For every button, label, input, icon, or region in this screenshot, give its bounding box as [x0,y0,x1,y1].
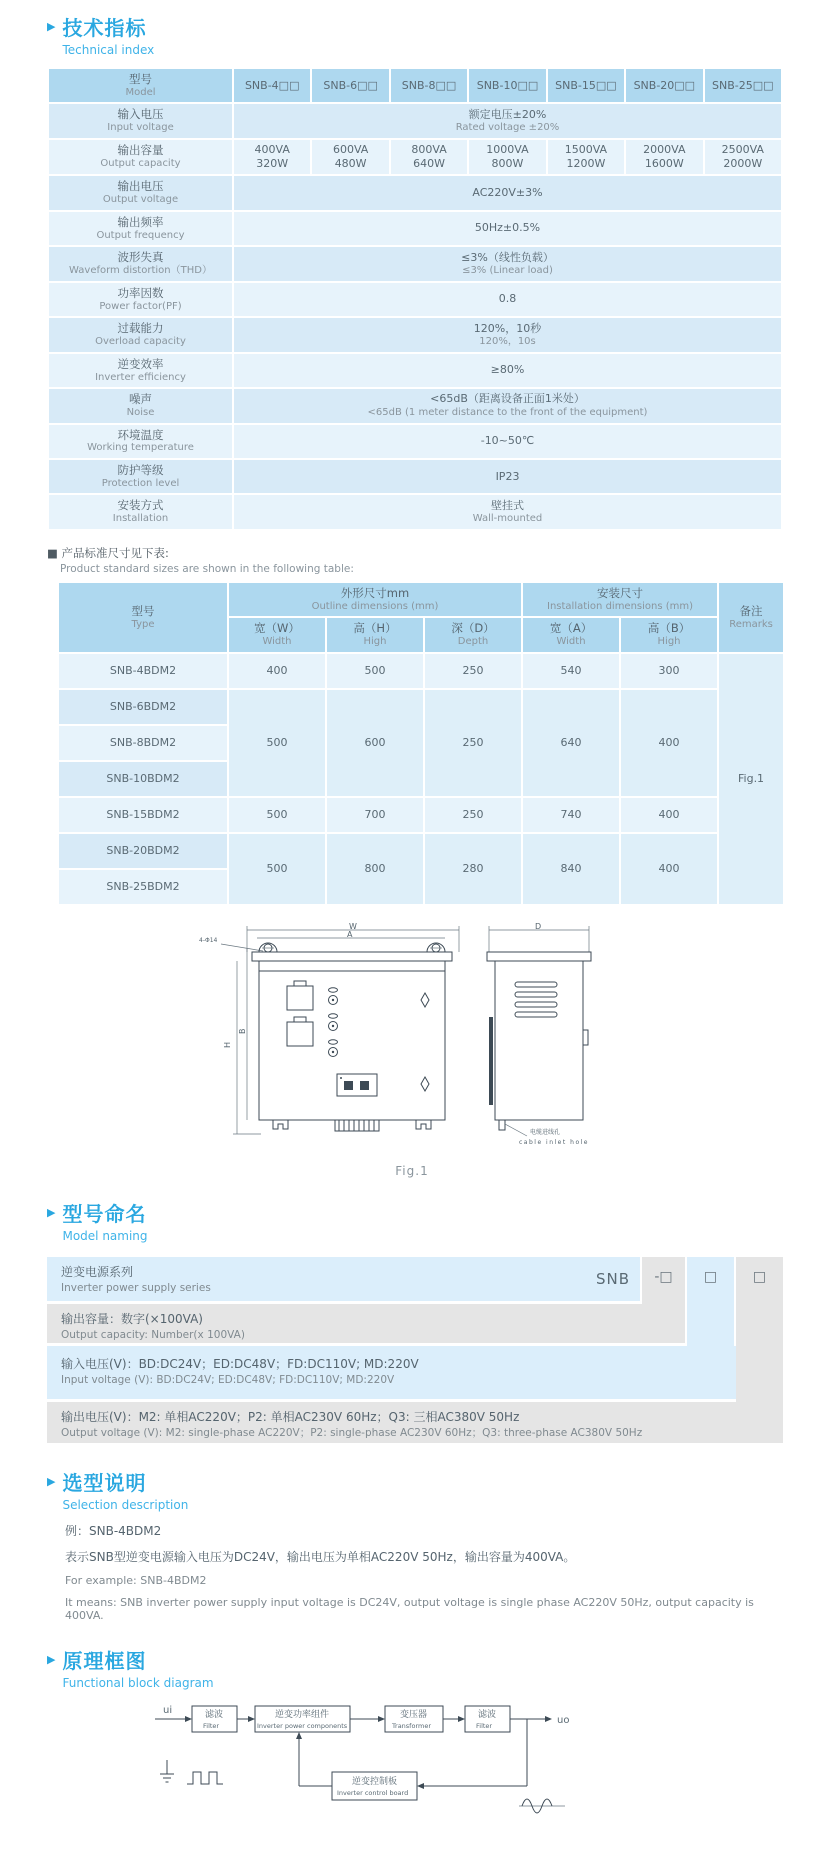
capacity-va: 600VA [332,142,369,156]
spec-value-cell [234,247,781,280]
dim-cell: 540 [523,654,619,688]
section-title-cn: 选型说明 [62,1470,147,1495]
label-en: Input voltage [107,122,174,134]
sub-header-cell [425,618,521,651]
dim-d-label: D [535,921,542,931]
technical-spec-table [47,67,783,531]
size-note-en: Product standard sizes are shown in the following table: [60,562,354,575]
value-cn: -10~50℃ [480,434,535,448]
dim-cell: 700 [327,798,423,832]
dim-cell: 600 [327,690,423,796]
remarks-header-cell [719,583,783,652]
label-en: Inverter efficiency [95,371,186,383]
spec-value-cell [234,389,781,422]
capacity-va: 2000VA [643,142,686,156]
spec-label-cell [49,318,232,351]
value-en: Wall-mounted [472,513,543,525]
spec-label-cell [49,69,232,102]
dim-cell: 500 [327,654,423,688]
label-cn: 过载能力 [117,321,164,336]
model-cell: SNB-25□□ [705,69,781,102]
label-cn: 高（H） [353,621,397,636]
capacity-cell [312,140,388,175]
size-header-row-1 [59,583,783,616]
input-label: ui [163,1704,173,1716]
section-arrow-icon: ▶ [47,1652,56,1666]
dim-cell: 400 [621,798,717,832]
value-en: <65dB (1 meter distance to the front of the equipment) [367,406,648,418]
naming-en: Input voltage (V): BD:DC24V; ED:DC48V; FD:DC110V; MD:220V [61,1374,395,1387]
block-inverter-en: Inverter power components [257,1721,348,1730]
install-header-cell [523,583,717,616]
capacity-w: 800W [491,157,524,171]
model-cell: SNB-8□□ [391,69,467,102]
spec-row [49,495,781,528]
naming-cn: 输入电压(V)：BD:DC24V；ED:DC48V；FD:DC110V; MD:220V [61,1356,419,1371]
value-cn: 0.8 [498,292,517,306]
sub-header-cell [621,618,717,651]
capacity-va: 400VA [254,142,290,156]
capacity-w: 2000W [723,157,763,171]
block-filter1-en: Filter [203,1721,220,1730]
label-en: Noise [126,407,155,419]
section-title-en: Model naming [62,1228,148,1243]
sub-header-cell [523,618,619,651]
model-cell: SNB-15□□ [548,69,624,102]
block-filter2-cn: 滤波 [478,1709,497,1720]
value-cn: <65dB（距离设备正面1米处） [430,392,585,406]
spec-row [49,389,781,422]
size-row [59,798,783,832]
section-arrow-icon: ▶ [47,1474,56,1488]
block-diagram-svg [137,1700,707,1822]
type-cell: SNB-8BDM2 [59,726,227,760]
type-cell: SNB-15BDM2 [59,798,227,832]
spec-value-cell [234,212,781,245]
model-cell: SNB-20□□ [626,69,702,102]
naming-row-series [47,1257,640,1301]
section-naming-titles [62,1202,147,1243]
label-cn: 功率因数 [117,285,164,300]
label-en: Protection level [101,477,180,489]
label-cn: 外形尺寸mm [340,585,410,600]
dim-cell: 250 [425,654,521,688]
label-en: High [657,636,681,648]
value-cn: AC220V±3% [472,186,543,200]
capacity-w: 1600W [644,157,684,171]
label-cn: 环境温度 [117,427,164,442]
label-en: Width [262,636,292,648]
label-cn: 输出频率 [117,214,164,229]
front-view [199,922,459,1134]
type-cell: SNB-10BDM2 [59,762,227,796]
remarks-cell: Fig.1 [719,654,783,904]
label-en: Width [556,636,586,648]
label-en: Outline dimensions (mm) [311,600,439,612]
capacity-va: 2500VA [721,142,764,156]
spec-value-cell [234,425,781,458]
section-technical-heading [47,16,783,57]
spec-value-cell [234,104,781,137]
section-arrow-icon: ▶ [47,1205,56,1219]
naming-en: Inverter power supply series [61,1282,211,1295]
section-technical-titles [62,16,154,57]
naming-cn: 逆变电源系列 [61,1264,134,1279]
spec-label-cell [49,104,232,137]
type-cell: SNB-20BDM2 [59,834,227,868]
section-selection-heading [47,1471,783,1512]
ground-icon [160,1760,174,1782]
spec-label-cell [49,495,232,528]
value-cn: ≤3%（线性负载） [461,250,554,264]
dim-cell: 640 [523,690,619,796]
naming-code-col-3: □ [736,1257,783,1443]
dim-cell: 250 [425,690,521,796]
block-filter1-cn: 滤波 [205,1709,224,1720]
spec-label-cell [49,176,232,209]
label-en: Installation dimensions (mm) [547,600,694,612]
capacity-va: 1000VA [486,142,529,156]
spec-value-cell [234,283,781,316]
figure-caption: Fig.1 [395,1163,429,1178]
label-cn: 安装方式 [117,498,164,513]
section-diagram-titles [62,1649,213,1690]
spec-value-cell [234,460,781,493]
dim-cell: 400 [621,834,717,904]
label-en: Power factor(PF) [99,300,182,312]
label-cn: 输入电压 [117,107,164,122]
label-cn: 安装尺寸 [597,585,644,600]
value-cn: IP23 [495,469,520,483]
spec-row [49,104,781,137]
naming-en: Output capacity: Number(x 100VA) [61,1329,245,1342]
spec-row [49,425,781,458]
capacity-cell [391,140,467,175]
spec-label-cell [49,354,232,387]
capacity-cell [626,140,702,175]
sub-header-cell [327,618,423,651]
series-code: SNB [595,1269,630,1288]
dim-cell: 400 [229,654,325,688]
cable-inlet-label-cn: 电缆进线孔 [530,1128,561,1136]
label-en: Output frequency [96,229,185,241]
label-cn: 型号 [129,72,152,86]
value-cn: 50Hz±0.5% [474,221,541,235]
naming-cn: 输出容量：数字(×100VA) [61,1311,203,1326]
label-cn: 逆变效率 [117,356,164,371]
value-cn: 壁挂式 [491,498,524,512]
label-cn: 深（D） [451,621,495,636]
type-cell: SNB-6BDM2 [59,690,227,724]
section-title-en: Selection description [62,1497,189,1512]
value-cn: 额定电压±20% [468,107,547,121]
label-en: Depth [457,636,489,648]
label-en: High [363,636,387,648]
label-cn: 宽（A） [549,621,593,636]
spec-label-cell [49,389,232,422]
model-cell: SNB-10□□ [469,69,545,102]
label-cn: 型号 [131,603,155,618]
capacity-cell [705,140,781,175]
spec-capacity-row [49,140,781,175]
dim-b-label: B [238,1028,247,1034]
dim-cell: 740 [523,798,619,832]
naming-row-input [47,1346,736,1399]
label-en: Output capacity [100,158,181,170]
label-cn: 备注 [739,603,763,618]
spec-row [49,283,781,316]
dim-h-label: H [223,1041,232,1048]
capacity-w: 1200W [566,157,606,171]
section-title-en: Technical index [62,43,155,57]
size-note-cn: ■ 产品标准尺寸见下表: [47,545,169,560]
block-transformer-en: Transformer [392,1721,432,1730]
section-arrow-icon: ▶ [47,20,56,33]
output-label: uo [557,1714,570,1726]
naming-row-output [47,1402,783,1443]
label-en: Waveform distortion（THD） [69,265,212,277]
sub-header-cell [229,618,325,651]
section-naming-heading [47,1202,783,1243]
size-row [59,690,783,724]
model-cell: SNB-4□□ [234,69,310,102]
value-cn: ≥80% [490,363,525,377]
size-row [59,834,783,868]
dim-cell: 800 [327,834,423,904]
naming-cn: 输出电压(V)：M2: 单相AC220V；P2: 单相AC230V 60Hz；Q3: 三相AC380V 50Hz [61,1409,520,1424]
label-en: Type [131,618,155,630]
type-cell: SNB-25BDM2 [59,870,227,904]
spec-value-cell [234,318,781,351]
spec-label-cell [49,283,232,316]
outline-header-cell [229,583,521,616]
capacity-w: 480W [334,157,367,171]
section-title-en: Functional block diagram [62,1675,214,1690]
model-cell: SNB-6□□ [312,69,388,102]
section-selection-titles [62,1471,188,1512]
spec-label-cell [49,460,232,493]
capacity-cell [469,140,545,175]
value-en: Rated voltage ±20% [455,122,560,134]
capacity-w: 640W [413,157,445,171]
label-en: Model [125,86,156,98]
spec-row [49,212,781,245]
spec-row [49,318,781,351]
control-board-cn: 逆变控制板 [352,1776,398,1787]
dim-w-label: W [349,921,357,931]
label-en: Installation [112,513,169,525]
cabinet-figure [197,922,627,1178]
selection-example-cn: 例：SNB-4BDM2 [65,1523,162,1538]
section-title-cn: 原理框图 [62,1648,147,1673]
spec-label-cell [49,140,232,175]
spec-row [49,176,781,209]
section-diagram-heading [47,1649,783,1690]
holes-label: 4-Φ14 [199,936,218,944]
value-en: 120%，10s [479,335,536,347]
dim-cell: 400 [621,690,717,796]
naming-row-capacity [47,1304,685,1343]
spec-row [49,247,781,280]
block-inverter-cn: 逆变功率组件 [275,1709,330,1720]
control-board-en: Inverter control board [337,1788,409,1797]
spec-row [49,354,781,387]
capacity-cell [548,140,624,175]
dim-cell: 280 [425,834,521,904]
value-en: ≤3% (Linear load) [462,264,553,276]
spec-label-cell [49,212,232,245]
sine-wave-icon [519,1799,565,1813]
capacity-w: 320W [256,157,289,171]
dim-cell: 300 [621,654,717,688]
selection-example-en: For example: SNB-4BDM2 [65,1573,207,1587]
size-row [59,654,783,688]
square-wave-icon [187,1772,223,1784]
label-cn: 输出电压 [117,179,164,194]
label-cn: 防护等级 [117,462,164,477]
label-cn: 宽（W） [254,621,300,636]
spec-label-cell [49,247,232,280]
model-naming-diagram [47,1257,783,1447]
label-en: Working temperature [87,442,194,454]
section-title-cn: 技术指标 [62,16,147,40]
dim-cell: 500 [229,834,325,904]
block-transformer-cn: 变压器 [400,1709,428,1720]
selection-desc-en: It means: SNB inverter power supply input voltage is DC24V, output voltage is single phase AC220V 50Hz, output capacity is 400VA. [65,1595,754,1622]
selection-text [47,1522,783,1622]
capacity-va: 800VA [411,142,447,156]
dim-cell: 500 [229,690,325,796]
selection-desc-cn: 表示SNB型逆变电源输入电压为DC24V，输出电压为单相AC220V 50Hz，输出容量为400VA。 [65,1549,576,1564]
block-filter2-en: Filter [476,1721,493,1730]
type-cell: SNB-4BDM2 [59,654,227,688]
naming-code-col-2: □ [687,1257,734,1399]
label-cn: 噪声 [129,392,152,407]
side-view [487,922,591,1146]
capacity-cell [234,140,310,175]
cabinet-figure-svg [197,922,617,1154]
label-en: Overload capacity [95,336,186,348]
label-en: Remarks [729,618,773,630]
value-cn: 120%，10秒 [473,321,542,335]
spec-value-cell [234,495,781,528]
label-cn: 高（B） [647,621,691,636]
label-en: Output voltage [102,194,179,206]
label-cn: 输出容量 [117,143,164,158]
naming-en: Output voltage (V): M2: single-phase AC220V；P2: single-phase AC230V 60Hz；Q3: three-phase AC380V 50Hz [61,1427,643,1440]
spec-row [49,460,781,493]
dim-cell: 500 [229,798,325,832]
spec-value-cell [234,354,781,387]
spec-model-row [49,69,781,102]
naming-code-col-1: -□ [642,1257,685,1343]
spec-label-cell [49,425,232,458]
capacity-va: 1500VA [564,142,608,156]
spec-value-cell [234,176,781,209]
label-cn: 波形失真 [117,250,164,265]
size-table [57,581,785,906]
dim-cell: 840 [523,834,619,904]
section-title-cn: 型号命名 [62,1201,147,1226]
cable-inlet-label-en: cable inlet hole [519,1138,589,1146]
dim-cell: 250 [425,798,521,832]
dim-a-label: A [347,929,353,939]
type-header-cell [59,583,227,652]
